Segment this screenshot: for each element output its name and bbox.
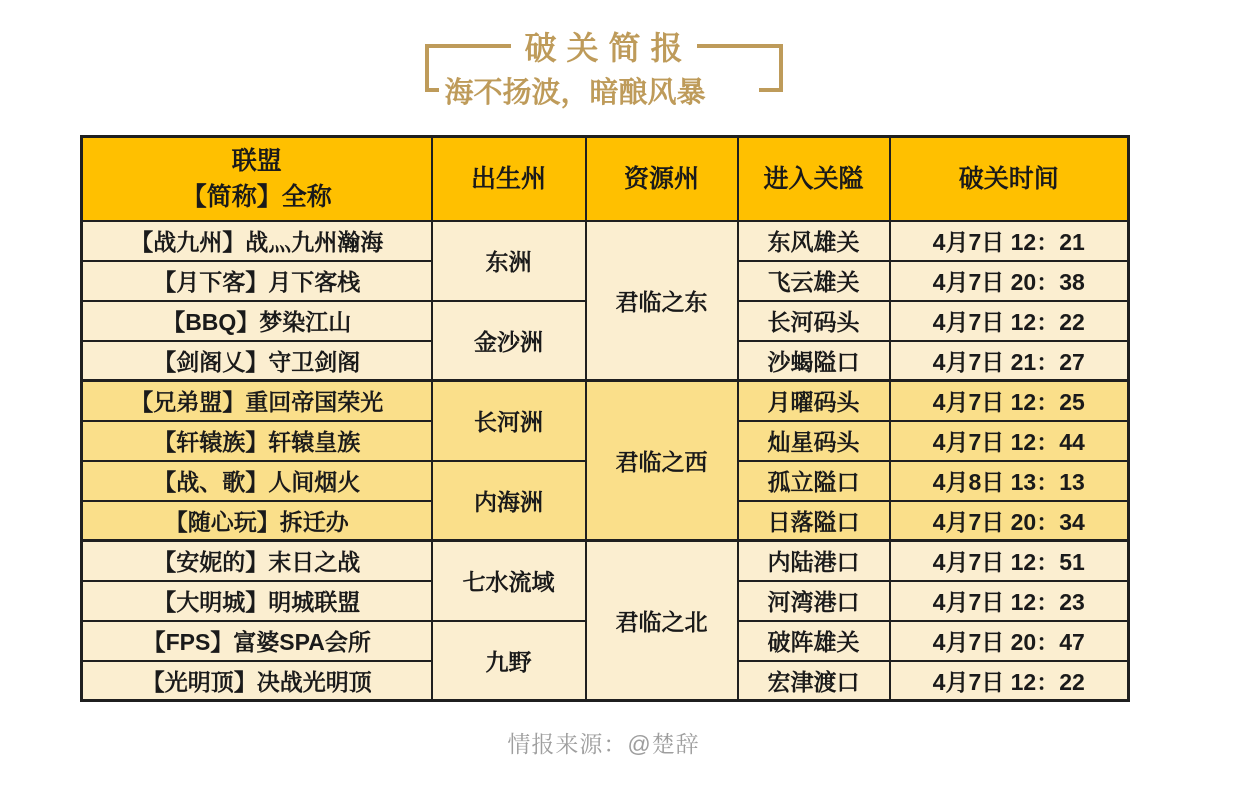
pass-cell: 日落隘口 — [738, 501, 890, 541]
time-cell: 4月7日 20：34 — [890, 501, 1129, 541]
breakthrough-report-table — [80, 135, 1130, 702]
alliance-cell: 【轩辕族】轩辕皇族 — [82, 421, 432, 461]
pass-cell: 宏津渡口 — [738, 661, 890, 701]
pass-cell: 河湾港口 — [738, 581, 890, 621]
pass-cell: 沙蝎隘口 — [738, 341, 890, 381]
page-title: 破关简报 — [524, 30, 693, 66]
col-header-birth-state: 出生州 — [432, 137, 586, 221]
alliance-cell: 【月下客】月下客栈 — [82, 261, 432, 301]
alliance-cell: 【光明顶】决战光明顶 — [82, 661, 432, 701]
subtitle-right-line — [759, 88, 783, 92]
alliance-cell: 【兄弟盟】重回帝国荣光 — [82, 381, 432, 421]
col-header-alliance-line1: 联盟 — [231, 146, 282, 175]
alliance-cell: 【安妮的】末日之战 — [82, 541, 432, 581]
alliance-cell: 【战、歌】人间烟火 — [82, 461, 432, 501]
birth-state-cell: 九野 — [432, 621, 586, 701]
col-header-pass: 进入关隘 — [738, 137, 890, 221]
time-cell: 4月7日 12：44 — [890, 421, 1129, 461]
col-header-time: 破关时间 — [890, 137, 1129, 221]
alliance-cell: 【剑阁乂】守卫剑阁 — [82, 341, 432, 381]
pass-cell: 东风雄关 — [738, 221, 890, 261]
time-cell: 4月7日 20：47 — [890, 621, 1129, 661]
resource-state-cell: 君临之西 — [586, 381, 738, 541]
alliance-cell: 【大明城】明城联盟 — [82, 581, 432, 621]
time-cell: 4月7日 21：27 — [890, 341, 1129, 381]
table-row — [82, 541, 1129, 581]
source-credit: 情报来源：@楚辞 — [507, 731, 700, 757]
col-header-alliance-line2: 【简称】全称 — [181, 182, 332, 211]
title-bracket-frame — [425, 24, 783, 110]
col-header-alliance — [82, 137, 432, 221]
title-left-line — [425, 44, 511, 48]
resource-state-cell: 君临之东 — [586, 221, 738, 381]
resource-state-cell: 君临之北 — [586, 541, 738, 701]
birth-state-cell: 内海洲 — [432, 461, 586, 541]
alliance-cell: 【随心玩】拆迁办 — [82, 501, 432, 541]
birth-state-cell: 长河洲 — [432, 381, 586, 461]
alliance-cell: 【FPS】富婆SPA会所 — [82, 621, 432, 661]
time-cell: 4月7日 20：38 — [890, 261, 1129, 301]
birth-state-cell: 金沙洲 — [432, 301, 586, 381]
subtitle-row — [425, 70, 783, 110]
page-subtitle: 海不扬波，暗酿风暴 — [444, 76, 706, 109]
pass-cell: 孤立隘口 — [738, 461, 890, 501]
time-cell: 4月7日 12：51 — [890, 541, 1129, 581]
header-row — [82, 137, 1129, 221]
table-row — [82, 221, 1129, 261]
pass-cell: 飞云雄关 — [738, 261, 890, 301]
pass-cell: 月曜码头 — [738, 381, 890, 421]
pass-cell: 长河码头 — [738, 301, 890, 341]
time-cell: 4月7日 12：23 — [890, 581, 1129, 621]
subtitle-left-line — [425, 88, 439, 92]
birth-state-cell: 七水流域 — [432, 541, 586, 621]
time-cell: 4月7日 12：21 — [890, 221, 1129, 261]
pass-cell: 灿星码头 — [738, 421, 890, 461]
title-right-line — [697, 44, 783, 48]
col-header-resource-state: 资源州 — [586, 137, 738, 221]
birth-state-cell: 东洲 — [432, 221, 586, 301]
alliance-cell: 【战九州】战灬九州瀚海 — [82, 221, 432, 261]
time-cell: 4月7日 12：25 — [890, 381, 1129, 421]
content-column — [80, 0, 1127, 759]
pass-cell: 内陆港口 — [738, 541, 890, 581]
title-row — [425, 24, 783, 68]
alliance-cell: 【BBQ】梦染江山 — [82, 301, 432, 341]
table-row — [82, 381, 1129, 421]
time-cell: 4月7日 12：22 — [890, 661, 1129, 701]
time-cell: 4月7日 12：22 — [890, 301, 1129, 341]
time-cell: 4月8日 13：13 — [890, 461, 1129, 501]
pass-cell: 破阵雄关 — [738, 621, 890, 661]
table-header — [82, 137, 1129, 221]
